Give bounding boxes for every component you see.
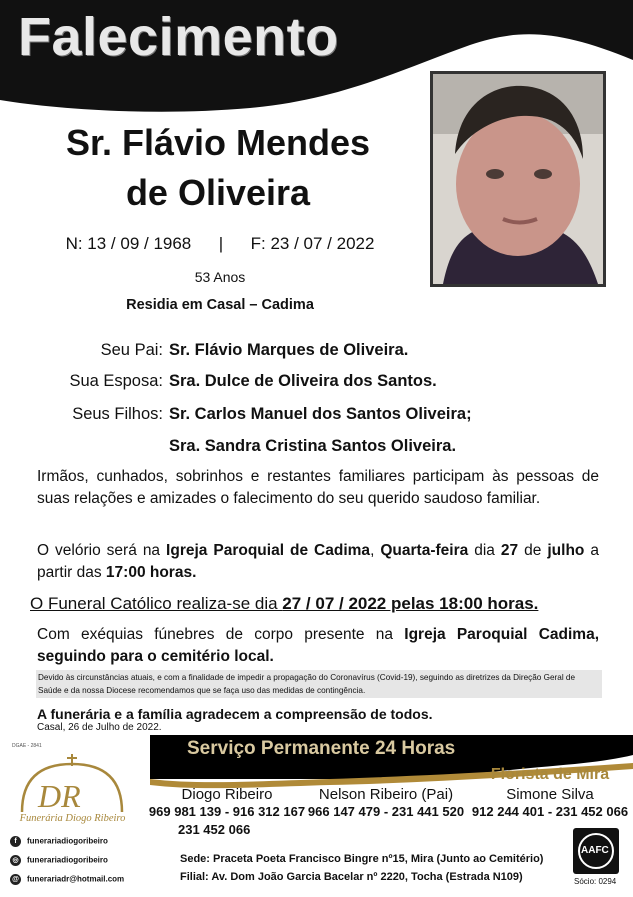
contact-phone: 966 147 479 - 231 441 520 [307,804,465,819]
deceased-name-line1: Sr. Flávio Mendes [65,122,371,163]
wife-label: Sua Esposa: [69,372,163,390]
wake-notice [37,540,599,584]
portrait-image [433,74,603,284]
facebook-handle: funerariadiogoribeiro [27,836,108,846]
wake-time: 17:00 horas. [105,564,197,581]
children-label: Seus Filhos: [72,405,163,423]
contact-name: Simone Silva [506,786,594,803]
aafc-logo [573,828,619,874]
child-name-2: Sra. Sandra Cristina Santos Oliveira. [169,437,457,455]
wake-place: Igreja Paroquial de Cadima [166,542,371,559]
wake-prefix: O velório será na [37,542,167,559]
family-notice: Irmãos, cunhados, sobrinhos e restantes familiares participam às pessoas de suas relações e amizades o falecimento do seu querido saudoso familiar. [37,468,599,507]
father-label: Seu Pai: [100,341,163,359]
age: 53 Anos [194,269,246,285]
logo-name: Funerária Diogo Ribeiro [19,813,126,824]
wake-from: a partir das [37,542,599,581]
death-date: F: 23 / 07 / 2022 [250,234,375,253]
contact-phone-2: 231 452 066 [178,822,251,837]
contact-name: Nelson Ribeiro (Pai) [318,786,454,803]
father-name: Sr. Flávio Marques de Oliveira. [169,341,409,359]
page-title: Falecimento [18,7,339,67]
date-separator: | [218,234,224,253]
wife-name: Sra. Dulce de Oliveira dos Santos. [169,372,437,390]
funeral-notice [30,594,538,614]
contact-phone: 912 244 401 - 231 452 066 [471,804,629,819]
funeral-datetime: 27 / 07 / 2022 pelas 18:00 horas. [282,594,539,613]
service-banner: Serviço Permanente 24 Horas [187,738,456,759]
contact-phone: 969 981 139 - 916 312 167 [148,804,306,819]
dgae-code: DGAE - 2841 [12,743,42,749]
social-instagram[interactable] [10,855,108,866]
deceased-name-line2: de Oliveira [125,172,311,213]
wake-day: Quarta-feira [380,542,469,559]
funeral-prefix: O Funeral Católico realiza-se dia [30,594,283,613]
wake-dia: dia [468,542,501,559]
thanks-note: A funerária e a família agradecem a compreensão de todos. [37,706,433,722]
socio-number: Sócio: 0294 [574,877,617,886]
covid-notice: Devido às circunstâncias atuais, e com a finalidade de impedir a propagação do Coronavírus (Covid-19), seguindo as diretrizes da Direção Geral de Saúde e da nossa Diocese recomendamos que se faça uso das medidas de contingência. [36,670,602,698]
child-name-1: Sr. Carlos Manuel dos Santos Oliveira; [169,405,472,423]
contact-simone [470,786,630,821]
residence: Residia em Casal – Cadima [126,297,314,313]
exequias-rest: , seguindo para o cemitério local. [37,626,600,665]
wake-comma: , [370,542,381,559]
exequias-prefix: Com exéquias fúnebres de corpo presente na [37,626,405,643]
facebook-icon: f [10,836,21,847]
florista-name: Florista de Mira [490,766,610,783]
deceased-photo [430,71,606,287]
instagram-handle: funerariadiogoribeiro [27,855,108,865]
aafc-label: AAFC [581,845,609,856]
exequias-notice [37,624,599,668]
contact-diogo [142,786,312,839]
filial-address: Filial: Av. Dom João Garcia Bacelar nº 2220, Tocha (Estrada N109) [180,871,523,883]
social-email[interactable] [10,874,124,885]
logo-initials: DR [38,778,81,814]
place-date: Casal, 26 de Julho de 2022. [37,722,162,733]
wake-date: 27 [500,542,519,559]
wake-month: julho [547,542,585,559]
email-address: funerariadr@hotmail.com [27,874,125,884]
social-facebook[interactable] [10,836,108,847]
sede-address: Sede: Praceta Poeta Francisco Bingre nº15, Mira (Junto ao Cemitério) [180,853,544,865]
contact-name: Diogo Ribeiro [181,786,273,803]
dates-line [0,234,440,254]
birth-date: N: 13 / 09 / 1968 [65,234,192,253]
email-icon: @ [10,874,21,885]
contact-nelson [306,786,466,821]
wake-de: de [518,542,548,559]
instagram-icon: ◎ [10,855,21,866]
exequias-place: Igreja Paroquial Cadima [404,626,595,643]
